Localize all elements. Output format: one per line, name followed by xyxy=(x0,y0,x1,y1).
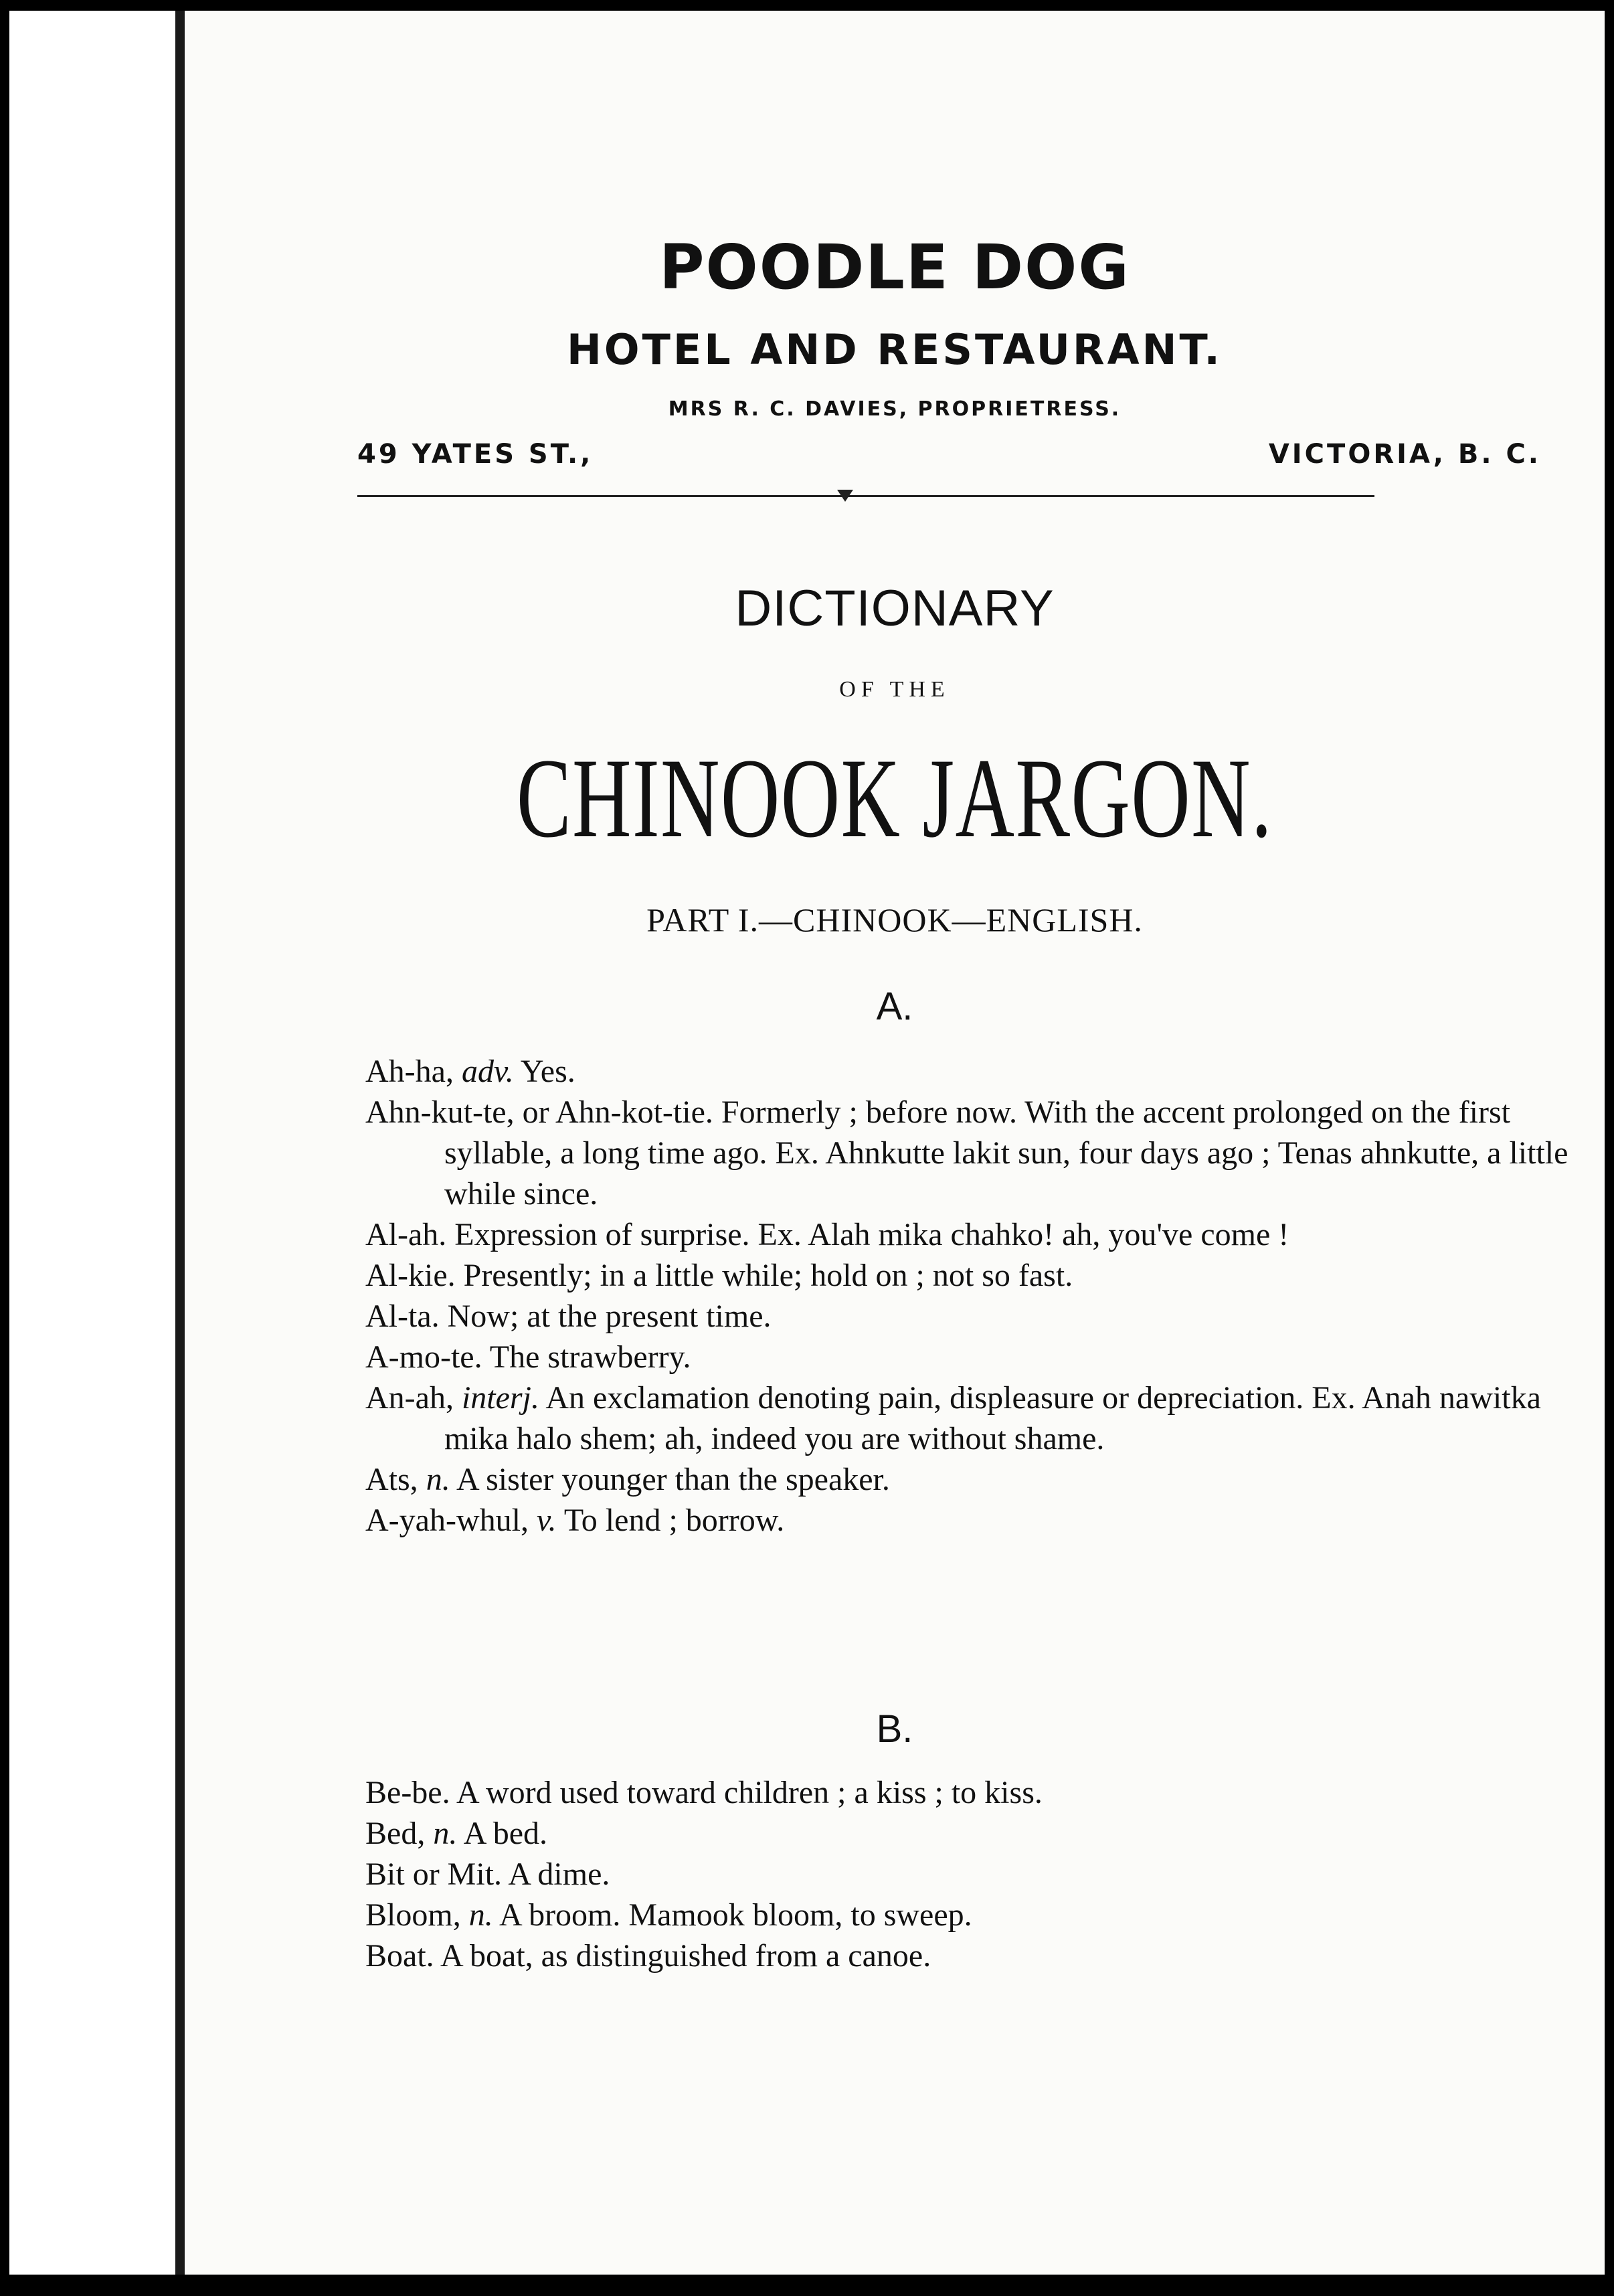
entry-word: Ahn-kut-te, or Ahn-kot-tie. xyxy=(365,1094,713,1130)
entry-word: Be-be. xyxy=(365,1775,450,1810)
entries-a xyxy=(365,1051,1577,1541)
section-letter-b: B. xyxy=(876,1707,913,1751)
of-the-heading: OF THE xyxy=(839,677,950,702)
entry-definition: An exclamation denoting pain, displeasure or depreciation. Ex. Anah nawitka mika halo shem; ah, indeed you are without shame. xyxy=(444,1380,1541,1456)
entry-word: Bed, xyxy=(365,1816,426,1851)
entry-word: Ats, xyxy=(365,1462,418,1497)
entry-word: An-ah, xyxy=(365,1380,454,1416)
entry-word: A-yah-whul, xyxy=(365,1503,529,1538)
entry-definition: A boat, as distinguished from a canoe. xyxy=(440,1938,931,1974)
page-spine xyxy=(175,11,185,2275)
entry-pos: n. xyxy=(433,1816,458,1851)
entry-definition: Expression of surprise. Ex. Alah mika chahko! ah, you've come ! xyxy=(454,1217,1289,1252)
entry-definition: Formerly ; before now. With the accent prolonged on the first syllable, a long time ago. Ex. Ahnkutte lakit sun, four days ago ; Tenas ahnkutte, a little while since. xyxy=(444,1094,1568,1212)
entry-word: Al-kie. xyxy=(365,1258,456,1293)
entry-word: Boat. xyxy=(365,1938,434,1974)
scan-border-left xyxy=(0,0,9,2296)
entry-pos: v. xyxy=(536,1503,557,1538)
scan-border-right xyxy=(1605,0,1614,2296)
dictionary-entry xyxy=(365,1337,1577,1377)
entry-definition: A broom. Mamook bloom, to sweep. xyxy=(499,1897,972,1933)
document-page xyxy=(185,11,1605,2275)
entry-word: Bit or Mit. xyxy=(365,1856,503,1892)
dictionary-entry xyxy=(365,1051,1577,1092)
entry-word: Bloom, xyxy=(365,1897,461,1933)
dictionary-entry xyxy=(365,1255,1577,1296)
street-address: 49 YATES ST., xyxy=(357,439,594,470)
section-letter-a: A. xyxy=(876,985,913,1028)
dictionary-entry xyxy=(365,1772,1577,1813)
entry-definition: Yes. xyxy=(520,1054,575,1089)
entry-definition: Presently; in a little while; hold on ; not so fast. xyxy=(463,1258,1073,1293)
entry-definition: The strawberry. xyxy=(489,1339,691,1375)
dictionary-heading: DICTIONARY xyxy=(735,580,1055,637)
dictionary-entry xyxy=(365,1895,1577,1935)
dictionary-entry xyxy=(365,1296,1577,1337)
header-divider xyxy=(357,495,1374,497)
entry-pos: n. xyxy=(426,1462,450,1497)
dictionary-entry xyxy=(365,1500,1577,1541)
dictionary-entry xyxy=(365,1214,1577,1255)
entry-definition: A sister younger than the speaker. xyxy=(456,1462,890,1497)
entry-definition: A dime. xyxy=(508,1856,610,1892)
entries-b xyxy=(365,1772,1577,1976)
entry-definition: To lend ; borrow. xyxy=(563,1503,785,1538)
main-title: CHINOOK JARGON. xyxy=(516,735,1273,861)
entry-definition: Now; at the present time. xyxy=(447,1299,772,1334)
entry-word: Al-ta. xyxy=(365,1299,440,1334)
entry-pos: n. xyxy=(468,1897,493,1933)
proprietor-line: MRS R. C. DAVIES, PROPRIETRESS. xyxy=(668,397,1122,421)
dictionary-entry xyxy=(365,1935,1577,1976)
entry-pos: adv. xyxy=(461,1054,514,1089)
entry-word: Ah-ha, xyxy=(365,1054,454,1089)
scan-border-bottom xyxy=(0,2275,1614,2296)
entry-definition: A bed. xyxy=(463,1816,548,1851)
city-address: VICTORIA, B. C. xyxy=(1268,439,1541,470)
dictionary-entry xyxy=(365,1092,1577,1214)
scan-border-top xyxy=(0,0,1614,11)
entry-pos: interj. xyxy=(461,1380,539,1416)
dictionary-entry xyxy=(365,1377,1577,1459)
dictionary-entry xyxy=(365,1459,1577,1500)
hotel-name: POODLE DOG xyxy=(659,231,1130,303)
entry-word: Al-ah. xyxy=(365,1217,447,1252)
hotel-subtitle: HOTEL AND RESTAURANT. xyxy=(567,325,1223,374)
dictionary-entry xyxy=(365,1854,1577,1895)
entry-definition: A word used toward children ; a kiss ; to kiss. xyxy=(456,1775,1043,1810)
part-heading: PART I.—CHINOOK—ENGLISH. xyxy=(646,901,1143,939)
divider-ornament xyxy=(837,490,853,502)
entry-word: A-mo-te. xyxy=(365,1339,482,1375)
dictionary-entry xyxy=(365,1813,1577,1854)
